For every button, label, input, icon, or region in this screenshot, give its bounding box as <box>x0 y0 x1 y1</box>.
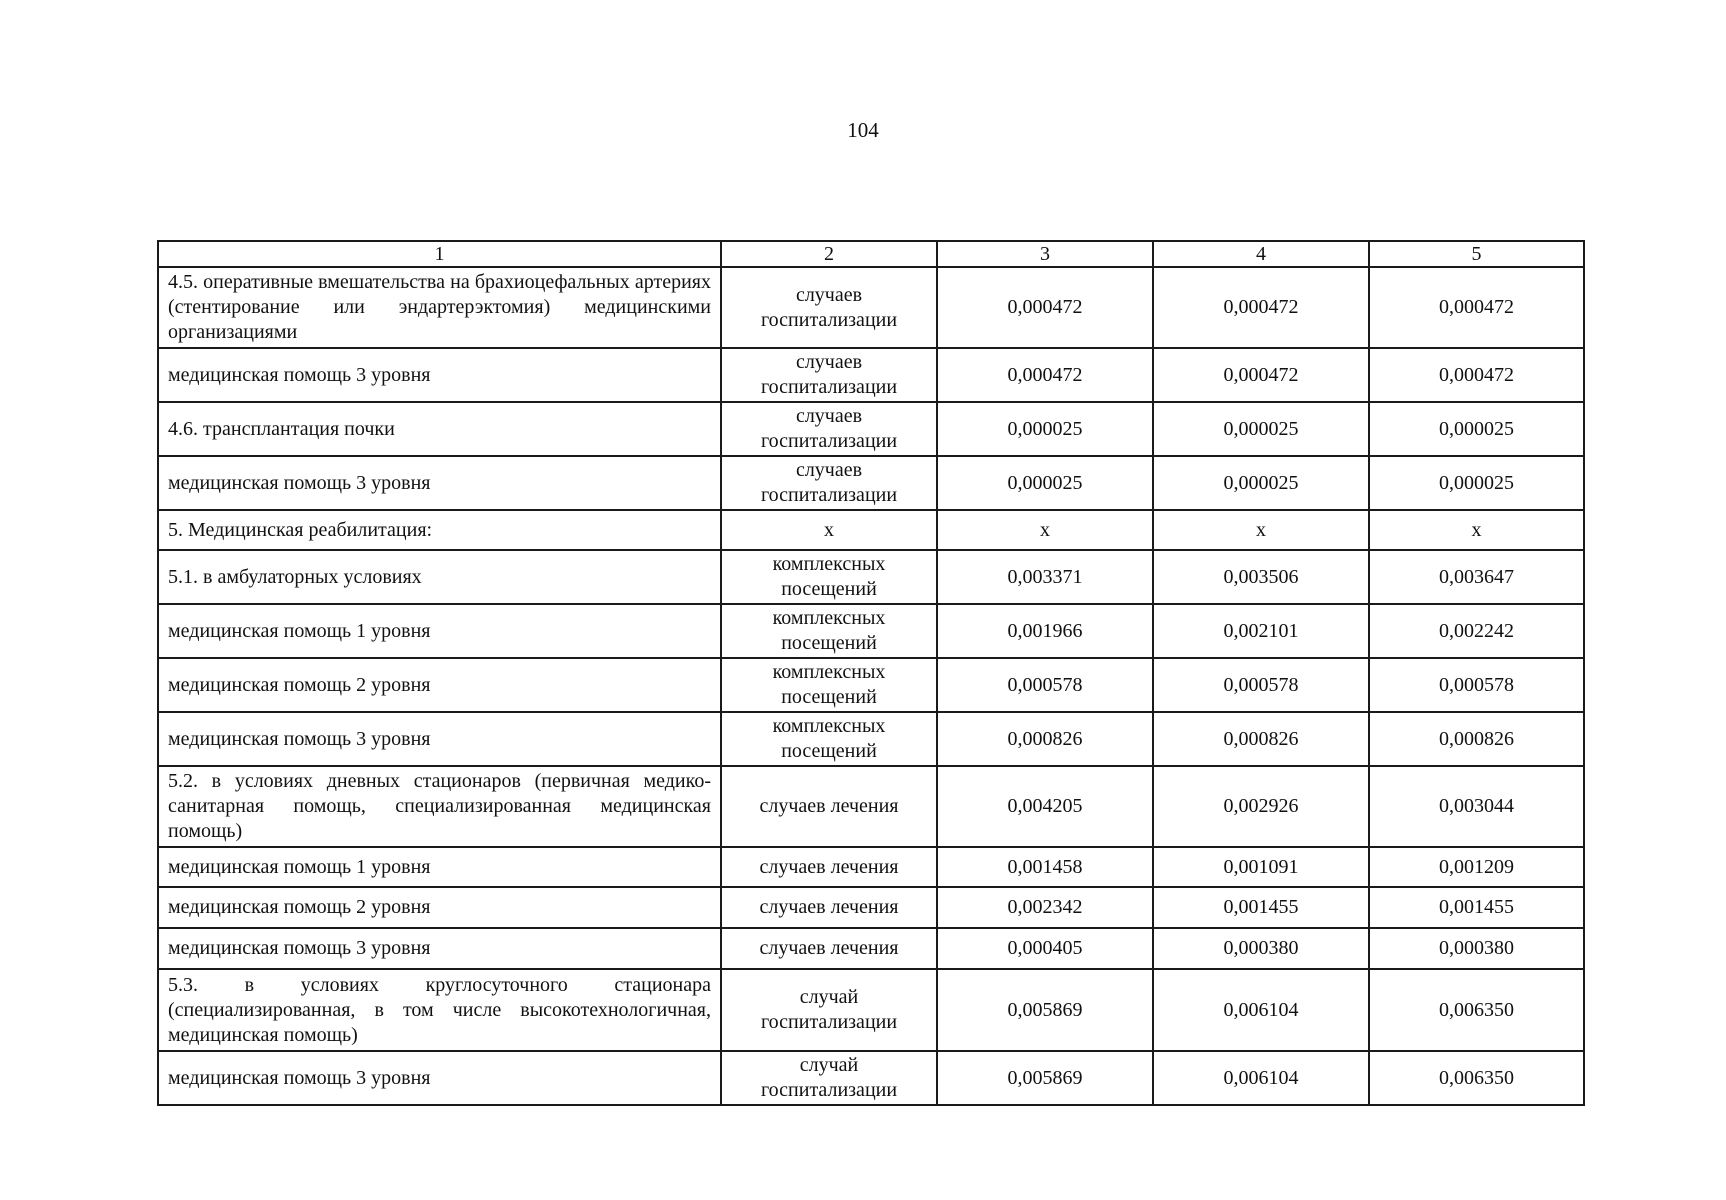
table-row <box>158 847 1584 887</box>
row-value-3: 0,000472 <box>937 348 1153 402</box>
row-name: 5. Медицинская реабилитация: <box>158 510 721 550</box>
row-unit: комплексных посещений <box>721 658 937 712</box>
row-name: медицинская помощь 3 уровня <box>158 456 721 510</box>
row-value-5: 0,003647 <box>1369 550 1584 604</box>
row-value-4: 0,000025 <box>1153 402 1369 456</box>
row-value-4: 0,002926 <box>1153 766 1369 847</box>
row-unit: комплексных посещений <box>721 604 937 658</box>
table-row <box>158 766 1584 847</box>
row-value-5: х <box>1369 510 1584 550</box>
row-unit: случаев госпитализации <box>721 267 937 348</box>
row-name: 5.2. в условиях дневных стационаров (первичная медико-санитарная помощь, специализированная медицинская помощь) <box>158 766 721 847</box>
row-name: 5.3. в условиях круглосуточного стационара (специализированная, в том числе высокотехнологичная, медицинская помощь) <box>158 969 721 1051</box>
row-value-4: х <box>1153 510 1369 550</box>
page-number: 104 <box>847 118 879 142</box>
row-value-5: 0,000472 <box>1369 348 1584 402</box>
row-unit: случаев госпитализации <box>721 348 937 402</box>
header-row <box>158 241 1584 267</box>
row-value-3: 0,000578 <box>937 658 1153 712</box>
row-unit: случаев лечения <box>721 928 937 969</box>
row-unit: случаев лечения <box>721 766 937 847</box>
row-value-4: 0,002101 <box>1153 604 1369 658</box>
row-unit: случаев лечения <box>721 847 937 887</box>
row-value-4: 0,000380 <box>1153 928 1369 969</box>
row-unit: комплексных посещений <box>721 550 937 604</box>
row-value-5: 0,002242 <box>1369 604 1584 658</box>
row-value-5: 0,000025 <box>1369 402 1584 456</box>
row-value-5: 0,000025 <box>1369 456 1584 510</box>
row-name: 5.1. в амбулаторных условиях <box>158 550 721 604</box>
row-name: медицинская помощь 3 уровня <box>158 348 721 402</box>
row-name: 4.5. оперативные вмешательства на брахиоцефальных артериях (стентирование или эндартерэктомия) медицинскими организациями <box>158 267 721 348</box>
column-header-1: 1 <box>158 241 721 267</box>
row-value-3: 0,000826 <box>937 712 1153 766</box>
row-value-3: 0,000025 <box>937 456 1153 510</box>
row-value-3: 0,005869 <box>937 1051 1153 1105</box>
table-row <box>158 550 1584 604</box>
row-name: медицинская помощь 3 уровня <box>158 1051 721 1105</box>
table-row <box>158 604 1584 658</box>
table-row <box>158 510 1584 550</box>
row-unit: случаев госпитализации <box>721 402 937 456</box>
column-header-4: 4 <box>1153 241 1369 267</box>
row-value-5: 0,000472 <box>1369 267 1584 348</box>
row-value-5: 0,006350 <box>1369 969 1584 1051</box>
row-value-4: 0,006104 <box>1153 1051 1369 1105</box>
row-unit: случай госпитализации <box>721 969 937 1051</box>
row-value-5: 0,000380 <box>1369 928 1584 969</box>
row-value-4: 0,000578 <box>1153 658 1369 712</box>
row-value-4: 0,000025 <box>1153 456 1369 510</box>
row-value-4: 0,001455 <box>1153 887 1369 928</box>
column-header-3: 3 <box>937 241 1153 267</box>
row-unit: случаев госпитализации <box>721 456 937 510</box>
row-value-5: 0,000578 <box>1369 658 1584 712</box>
table-row <box>158 402 1584 456</box>
row-value-3: 0,001458 <box>937 847 1153 887</box>
row-name: медицинская помощь 3 уровня <box>158 712 721 766</box>
table-row <box>158 658 1584 712</box>
table-row <box>158 1051 1584 1105</box>
row-value-3: 0,002342 <box>937 887 1153 928</box>
row-value-3: 0,004205 <box>937 766 1153 847</box>
row-value-3: 0,000405 <box>937 928 1153 969</box>
row-name: медицинская помощь 1 уровня <box>158 847 721 887</box>
table-row <box>158 712 1584 766</box>
row-name: 4.6. трансплантация почки <box>158 402 721 456</box>
row-value-3: 0,000025 <box>937 402 1153 456</box>
row-unit: случай госпитализации <box>721 1051 937 1105</box>
row-name: медицинская помощь 2 уровня <box>158 887 721 928</box>
table-row <box>158 348 1584 402</box>
row-value-3: 0,003371 <box>937 550 1153 604</box>
row-value-5: 0,003044 <box>1369 766 1584 847</box>
row-value-3: 0,001966 <box>937 604 1153 658</box>
column-header-2: 2 <box>721 241 937 267</box>
row-name: медицинская помощь 3 уровня <box>158 928 721 969</box>
row-value-5: 0,001455 <box>1369 887 1584 928</box>
row-value-5: 0,000826 <box>1369 712 1584 766</box>
row-value-3: х <box>937 510 1153 550</box>
row-value-4: 0,000472 <box>1153 267 1369 348</box>
row-value-4: 0,000826 <box>1153 712 1369 766</box>
column-header-5: 5 <box>1369 241 1584 267</box>
row-value-3: 0,000472 <box>937 267 1153 348</box>
row-value-4: 0,003506 <box>1153 550 1369 604</box>
row-unit: х <box>721 510 937 550</box>
row-unit: комплексных посещений <box>721 712 937 766</box>
row-value-4: 0,001091 <box>1153 847 1369 887</box>
row-value-4: 0,000472 <box>1153 348 1369 402</box>
row-value-5: 0,001209 <box>1369 847 1584 887</box>
table-row <box>158 969 1584 1051</box>
table-row <box>158 887 1584 928</box>
table-row <box>158 456 1584 510</box>
table-row <box>158 928 1584 969</box>
data-table <box>157 240 1585 1106</box>
row-value-4: 0,006104 <box>1153 969 1369 1051</box>
row-unit: случаев лечения <box>721 887 937 928</box>
table-row <box>158 267 1584 348</box>
row-name: медицинская помощь 1 уровня <box>158 604 721 658</box>
row-value-5: 0,006350 <box>1369 1051 1584 1105</box>
row-name: медицинская помощь 2 уровня <box>158 658 721 712</box>
row-value-3: 0,005869 <box>937 969 1153 1051</box>
